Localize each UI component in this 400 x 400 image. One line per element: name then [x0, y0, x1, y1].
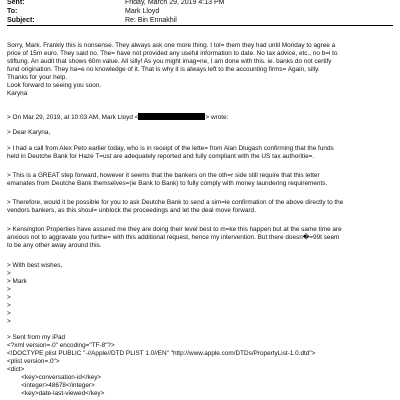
- quote-line: >: [7, 310, 11, 317]
- quote-signoff: [7, 262, 62, 326]
- quote-line: <key>date-last-viewed</key>: [7, 390, 105, 397]
- quote-line: >: [7, 270, 11, 277]
- quote-line: held in Deutche Bank for Haze T=ust are adequately reported and fully compliant with the US tax authoritie=.: [7, 153, 315, 160]
- quote-line: >: [7, 286, 11, 293]
- quote-line: <!DOCTYPE plist PUBLIC "-//Apple//DTD PLIST 1.0//EN" "http://www.apple.com/DTDs/PropertyList-1.0.dtd">: [7, 350, 316, 357]
- quote-intro: [7, 113, 228, 122]
- sent-value: Friday, March 29, 2019 4:13 PM: [125, 0, 225, 6]
- quote-intro-text: > On Mar 29, 2019, at 10:03 AM, Mark Lloyd <: [7, 114, 139, 121]
- quote-line: anxious not to aggravate you furthe= with this additional request, hence my intervention. But there doesn�=99t seem: [7, 234, 340, 241]
- redaction-bar: [138, 113, 205, 120]
- quote-line: >: [7, 302, 11, 309]
- to-value: Mark Lloyd: [125, 8, 160, 15]
- quote-line: <integer>48678</integer>: [7, 382, 95, 389]
- quote-paragraph-4: [7, 226, 342, 250]
- quote-line: <?xml version=.0" encoding="TF-8"?>: [7, 342, 115, 349]
- quote-greeting: [7, 129, 50, 137]
- subject-label: Subject:: [7, 17, 35, 24]
- quote-line: <dict>: [7, 366, 25, 373]
- quote-line: > Therefore, would it be possible for you to ask Deutche Bank to send a sim=le confirmation of the above directly to the: [7, 199, 344, 206]
- quote-line: >: [7, 294, 11, 301]
- quote-paragraph-2: [7, 172, 327, 188]
- reply-line: Thanks for your help.: [7, 74, 68, 81]
- header-divider: [7, 25, 393, 26]
- quote-line: <plist version=.0">: [7, 358, 60, 365]
- subject-row: [7, 16, 397, 26]
- quote-line: > Dear Karyna,: [7, 129, 51, 136]
- quote-plist: [7, 334, 315, 398]
- quote-line: <key>conversation-id</key>: [7, 374, 102, 381]
- reply-line: Look forward to seeing you soon.: [7, 82, 102, 89]
- reply-line: Sorry, Mark. Frankly this is nonsense. They always ask one more thing. I tol= them they had until Monday to agree a: [7, 42, 336, 49]
- to-label: To:: [7, 8, 18, 15]
- quote-intro-end: > wrote:: [205, 114, 229, 121]
- sent-label: Sent:: [7, 0, 25, 6]
- quote-line: > I had a call from Alex Peto earlier today, who is in receipt of the lette= from Alan Dlugash confirming that the funds: [7, 145, 334, 152]
- quote-line: vendors bankers, as this shoul= unblock the proceedings and let the deal move forward.: [7, 207, 256, 214]
- quote-line: > With best wishes,: [7, 262, 63, 269]
- reply-line: stiftung. An audit that shows 60m value. All silly! As you might imag=ne, I am done with this. ie. banks do not certify: [7, 58, 332, 65]
- reply-line: fund origination. They ha=e no knowledge of it. That is why it is always left to the accounting firms= Again, silly.: [7, 66, 320, 73]
- reply-paragraph: [7, 42, 338, 98]
- quote-line: to be any other away around this.: [7, 242, 102, 249]
- quote-line: > Mark: [7, 278, 27, 285]
- reply-line: Karyna: [7, 90, 28, 97]
- quote-line: emanates from Deutche Bank themselves=(ie Bank to Bank) to fully comply with money laundering requirements.: [7, 180, 328, 187]
- quote-line: > This is a GREAT step forward, however it seems that the bankers on the oth=r side still require that this letter: [7, 172, 320, 179]
- quote-line: > Kensington Properties have assured me they are doing their level best to m=ke this happen but at the same time are: [7, 226, 342, 233]
- reply-line: price of 15m euro. They said no. The= have not provided any useful information to date. No tax advice, etc., no b=i to: [7, 50, 338, 57]
- subject-value: Re: Bin Ennakhil: [125, 17, 177, 24]
- quote-line: > Sent from my iPad: [7, 334, 66, 341]
- quote-line: >: [7, 318, 11, 325]
- quote-paragraph-3: [7, 199, 343, 215]
- quote-paragraph-1: [7, 145, 334, 161]
